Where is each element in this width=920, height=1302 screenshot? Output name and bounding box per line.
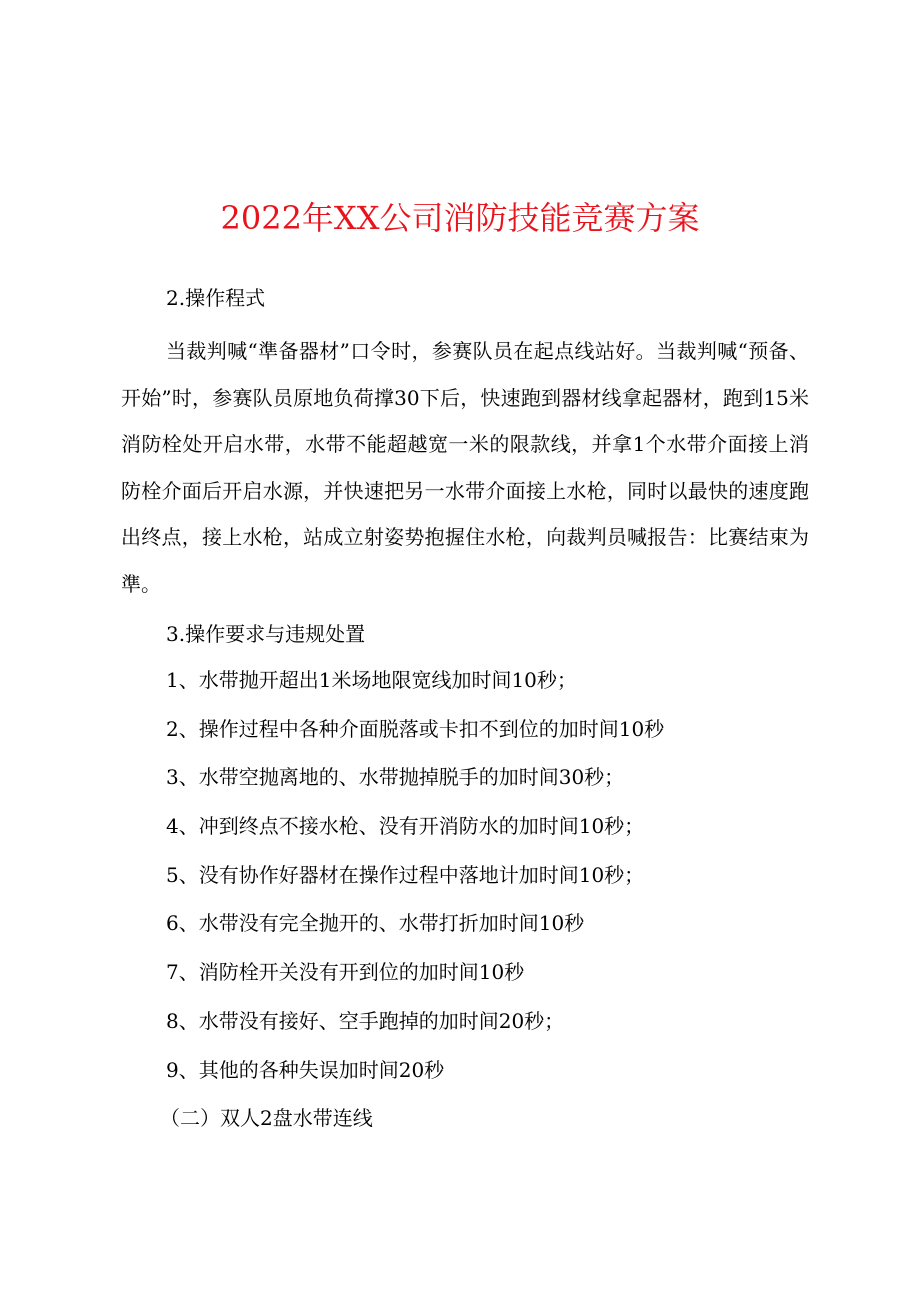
section-3-heading: 3.操作要求与违规处置	[166, 622, 366, 646]
section-2-heading: 2.操作程式	[166, 286, 266, 310]
rule-item-5: 5、没有协作好器材在操作过程中落地计加时间10秒；	[166, 862, 645, 887]
section-2-body: 当裁判喊“準备器材”口令时，参赛队员在起点线站好。当裁判喊“预备、开始”时，参赛队员原地负荷撑30下后，快速跑到器材线拿起器材，跑到15米消防栓处开启水带，水带不能超越宽一米的限款线，并拿1个水带介面接上消防栓介面后开启水源，并快速把另一水带介面接上水枪，同时以最快的速度跑出终点，接上水枪，站成立射姿势抱握住水枪，向裁判员喊报告：比赛结束为準。	[121, 339, 809, 596]
rule-item-1: 1、水带抛开超出1米场地限宽线加时间10秒；	[166, 668, 577, 692]
document-title: 2022年XX公司消防技能竞赛方案	[220, 199, 700, 237]
rule-item-6: 6、水带没有完全抛开的、水带打折加时间10秒	[166, 911, 585, 936]
subsection-heading: （二）双人2盘水带连线	[160, 1106, 373, 1130]
rules-list	[166, 665, 664, 1103]
rule-item-9: 9、其他的各种失误加时间20秒	[166, 1057, 445, 1082]
rule-item-8: 8、水带没有接好、空手跑掉的加时间20秒；	[166, 1008, 565, 1033]
rule-item-7: 7、消防栓开关没有开到位的加时间10秒	[166, 960, 525, 985]
rule-item-2: 2、操作过程中各种介面脱落或卡扣不到位的加时间10秒	[166, 716, 665, 741]
rule-item-4: 4、冲到终点不接水枪、没有开消防水的加时间10秒；	[166, 814, 645, 839]
rule-item-3: 3、水带空抛离地的、水带抛掉脱手的加时间30秒；	[166, 765, 625, 790]
